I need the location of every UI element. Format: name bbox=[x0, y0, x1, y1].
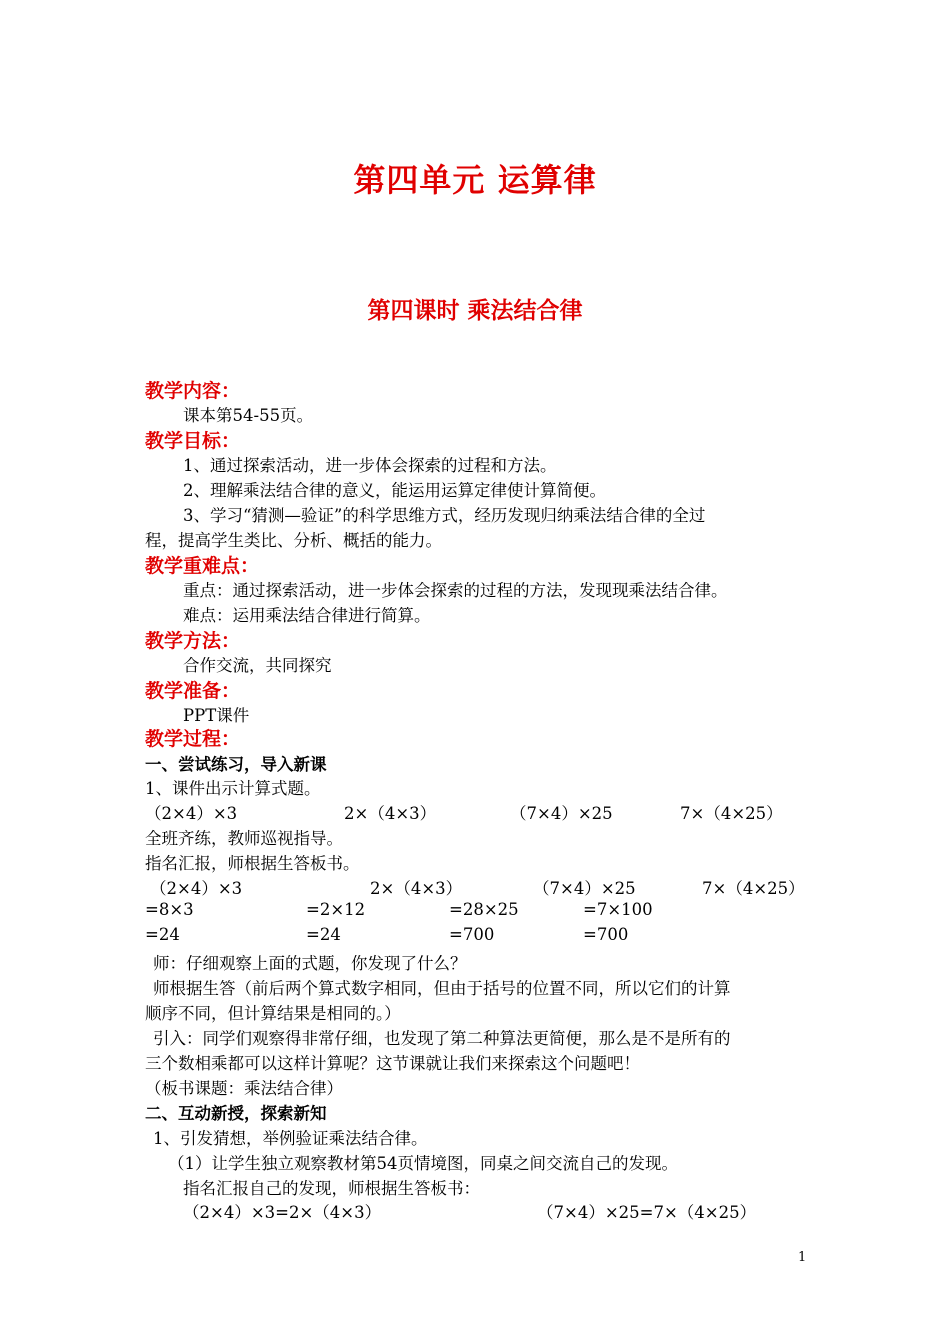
paragraph: 师根据生答（前后两个算式数字相同，但由于括号的位置不同，所以它们的计算 bbox=[153, 979, 731, 998]
goal-item: 1、通过探索活动，进一步体会探索的过程和方法。 bbox=[183, 456, 557, 475]
paragraph: 指名汇报自己的发现，师根据生答板书： bbox=[183, 1179, 480, 1198]
equation: （2×4）×3=2×（4×3） bbox=[183, 1203, 382, 1222]
paragraph: 全班齐练，教师巡视指导。 bbox=[145, 829, 343, 848]
heading-method: 教学方法： bbox=[145, 630, 241, 652]
exercise-expression: 7×（4×25） bbox=[680, 804, 783, 823]
paragraph: 指名汇报，师根据生答板书。 bbox=[145, 854, 360, 873]
goal-item: 3、学习“猜测—验证”的科学思维方式，经历发现归纳乘法结合律的全过 bbox=[183, 506, 706, 525]
paragraph: 1、课件出示计算式题。 bbox=[145, 779, 321, 798]
paragraph: 顺序不同，但计算结果是相同的。） bbox=[145, 1004, 401, 1023]
calc-cell: =24 bbox=[145, 925, 180, 944]
calc-cell: 7×（4×25） bbox=[702, 879, 805, 898]
heading-content: 教学内容： bbox=[145, 380, 241, 402]
part-two-heading: 二、互动新授，探索新知 bbox=[145, 1104, 327, 1123]
exercise-expression: （2×4）×3 bbox=[145, 804, 238, 823]
page-number: 1 bbox=[798, 1250, 807, 1265]
document-title: 第四单元 运算律 bbox=[353, 161, 597, 199]
method-text: 合作交流，共同探究 bbox=[183, 656, 332, 675]
calc-cell: =7×100 bbox=[583, 900, 653, 919]
keypoint-text: 重点：通过探索活动，进一步体会探索的过程的方法，发现现乘法结合律。 bbox=[183, 581, 728, 600]
calc-cell: =2×12 bbox=[306, 900, 366, 919]
difficulty-text: 难点：运用乘法结合律进行简算。 bbox=[183, 606, 431, 625]
paragraph: 引入：同学们观察得非常仔细，也发现了第二种算法更简便，那么是不是所有的 bbox=[153, 1029, 731, 1048]
goal-item: 2、理解乘法结合律的意义，能运用运算定律使计算简便。 bbox=[183, 481, 606, 500]
heading-prep: 教学准备： bbox=[145, 680, 241, 702]
paragraph: （1）让学生独立观察教材第54页情境图，同桌之间交流自己的发现。 bbox=[168, 1154, 678, 1173]
calc-cell: =24 bbox=[306, 925, 341, 944]
content-text: 课本第54-55页。 bbox=[183, 406, 314, 425]
heading-goals: 教学目标： bbox=[145, 430, 241, 452]
goal-item: 程，提高学生类比、分析、概括的能力。 bbox=[145, 531, 442, 550]
paragraph: 三个数相乘都可以这样计算呢？这节课就让我们来探索这个问题吧！ bbox=[145, 1054, 640, 1073]
heading-keypoints: 教学重难点： bbox=[145, 555, 260, 577]
part-one-heading: 一、尝试练习，导入新课 bbox=[145, 755, 327, 774]
paragraph: （板书课题：乘法结合律） bbox=[145, 1079, 343, 1098]
lesson-subtitle: 第四课时 乘法结合律 bbox=[367, 298, 583, 324]
calc-cell: =8×3 bbox=[145, 900, 194, 919]
exercise-expression: 2×（4×3） bbox=[344, 804, 437, 823]
paragraph: 师：仔细观察上面的式题，你发现了什么？ bbox=[153, 954, 467, 973]
calc-cell: =700 bbox=[449, 925, 495, 944]
calc-cell: =28×25 bbox=[449, 900, 519, 919]
calc-cell: （2×4）×3 bbox=[150, 879, 243, 898]
paragraph: 1、引发猜想，举例验证乘法结合律。 bbox=[153, 1129, 428, 1148]
calc-cell: =700 bbox=[583, 925, 629, 944]
equation: （7×4）×25=7×（4×25） bbox=[537, 1203, 757, 1222]
calc-cell: 2×（4×3） bbox=[370, 879, 463, 898]
prep-text: PPT课件 bbox=[183, 706, 250, 725]
heading-process: 教学过程： bbox=[145, 728, 241, 750]
exercise-expression: （7×4）×25 bbox=[510, 804, 613, 823]
calc-cell: （7×4）×25 bbox=[533, 879, 636, 898]
